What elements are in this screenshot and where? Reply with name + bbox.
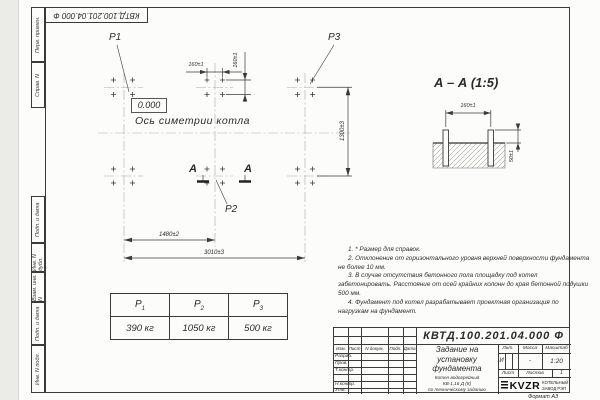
anchor-bolt-right [488, 130, 494, 166]
section-view-title: А – А (1:5) [434, 75, 499, 90]
loads-header-row [111, 294, 288, 317]
col-izm: Изм. [336, 346, 346, 351]
listov-label: Листов [526, 370, 544, 376]
list-label: Лист [501, 370, 515, 376]
load-p3-value: 500 кг [229, 317, 288, 340]
product-line1: Котел водогрейный [434, 375, 480, 380]
load-p2-value: 1050 кг [170, 317, 229, 340]
product-line2: КВ-1,16 Д (К) [442, 381, 472, 387]
anchor-bolt-left [443, 130, 449, 166]
load-p1-value: 390 кг [111, 317, 170, 340]
load-p1-header: $Р_1$ [111, 294, 170, 317]
section-letter-left: А [189, 163, 197, 175]
kvzr-logo-icon [501, 381, 508, 390]
kvzr-logo [498, 377, 571, 394]
section-letter-right: А [244, 163, 252, 175]
product-line3: по техническому заданию [428, 387, 486, 393]
load-p2-header: $Р_2$ [170, 294, 229, 317]
product-name [417, 375, 497, 394]
load-point-p3-label: Р3 [328, 32, 341, 43]
format-label: Формат А3 [528, 393, 559, 400]
margin-label-podp-data-1: Подп. и дата [31, 196, 45, 243]
load-p3-header: $Р_3$ [229, 294, 288, 317]
technical-notes [338, 246, 590, 317]
col-data: Дата [403, 346, 416, 351]
load-point-p1-label: Р1 [109, 32, 122, 43]
col-list: Лист [348, 346, 361, 351]
row-prov: Пров. [335, 361, 348, 366]
title-block [333, 327, 570, 393]
margin-label-perv-primen: Перв. примен. [31, 7, 45, 62]
doc-title: Задание на установку фундамента [432, 345, 482, 374]
massa-value: - [529, 358, 531, 364]
dim-1300: 1300±3 [340, 121, 346, 141]
masshtab-label: Масштаб [545, 346, 568, 351]
lit-label: Лит. [502, 346, 514, 351]
dim-1480: 1480±2 [159, 232, 179, 238]
massa-label: Масса [522, 346, 538, 351]
margin-label-inv-podl: Инв. N подл. [31, 345, 45, 393]
note-2: 2. Отклонение от горизонтального уровня верхней поверхности фундамента не более 10 мм. [338, 254, 590, 271]
col-docnum: N докум. [365, 346, 384, 351]
margin-label-podp-data-2: Подп. и дата [31, 302, 45, 345]
anchor-bolt-crosses [111, 78, 315, 186]
loads-value-row [111, 317, 288, 340]
level-mark-value: 0.000 [137, 100, 161, 110]
margin-label-vzam-inv: Взам. инв. N [31, 272, 45, 302]
load-point-p2-label: Р2 [225, 204, 238, 215]
note-4: 4. Фундамент под котел разрабатывает проектная организация по нагрузкам на фундамент. [338, 298, 559, 315]
row-razrab: Разраб. [335, 354, 353, 359]
dim-160-vertical: 160±1 [233, 52, 239, 68]
row-tkontr: Т.контр. [335, 368, 355, 373]
loads-table [110, 293, 288, 340]
note-3: 3. В случае отсутствия бетонного пола площадку под котел забетонировать. Расстояние от осей крайних колонн до края бетонной подушки 500 мм. [338, 272, 589, 298]
lit-value: И [499, 358, 504, 364]
boiler-symmetry-axis-label: Ось симетрии котла [135, 115, 251, 127]
note-1: 1. * Размер для справок. [348, 246, 421, 253]
section-dim-160: 160±1 [460, 103, 476, 109]
title-block-designation: КВТД.100.201.04.000 Ф [423, 330, 564, 342]
dim-160-horizontal: 160±1 [188, 62, 204, 68]
margin-label-inv-dubl: Инв. N дубл. [31, 243, 45, 272]
listov-value: 1 [560, 370, 563, 376]
kvzr-logo-text: KVZR [509, 379, 541, 392]
level-mark-box [131, 98, 167, 113]
kvzr-logo-caption: КОТЕЛЬНЫЙ ЗАВОД РЭП [542, 380, 569, 391]
section-dim-50: 50±1 [509, 149, 515, 163]
designation-top-text: КВТД.100.201.04.000 Ф [53, 11, 140, 20]
row-nkontr: Н.контр. [335, 382, 356, 387]
row-utv: Утв. [335, 388, 346, 393]
dim-3010: 3010±3 [204, 250, 224, 256]
masshtab-value: 1:20 [550, 357, 563, 365]
margin-label-sprav-n: Справ. N [31, 62, 45, 108]
col-podp: Подп. [389, 346, 402, 351]
